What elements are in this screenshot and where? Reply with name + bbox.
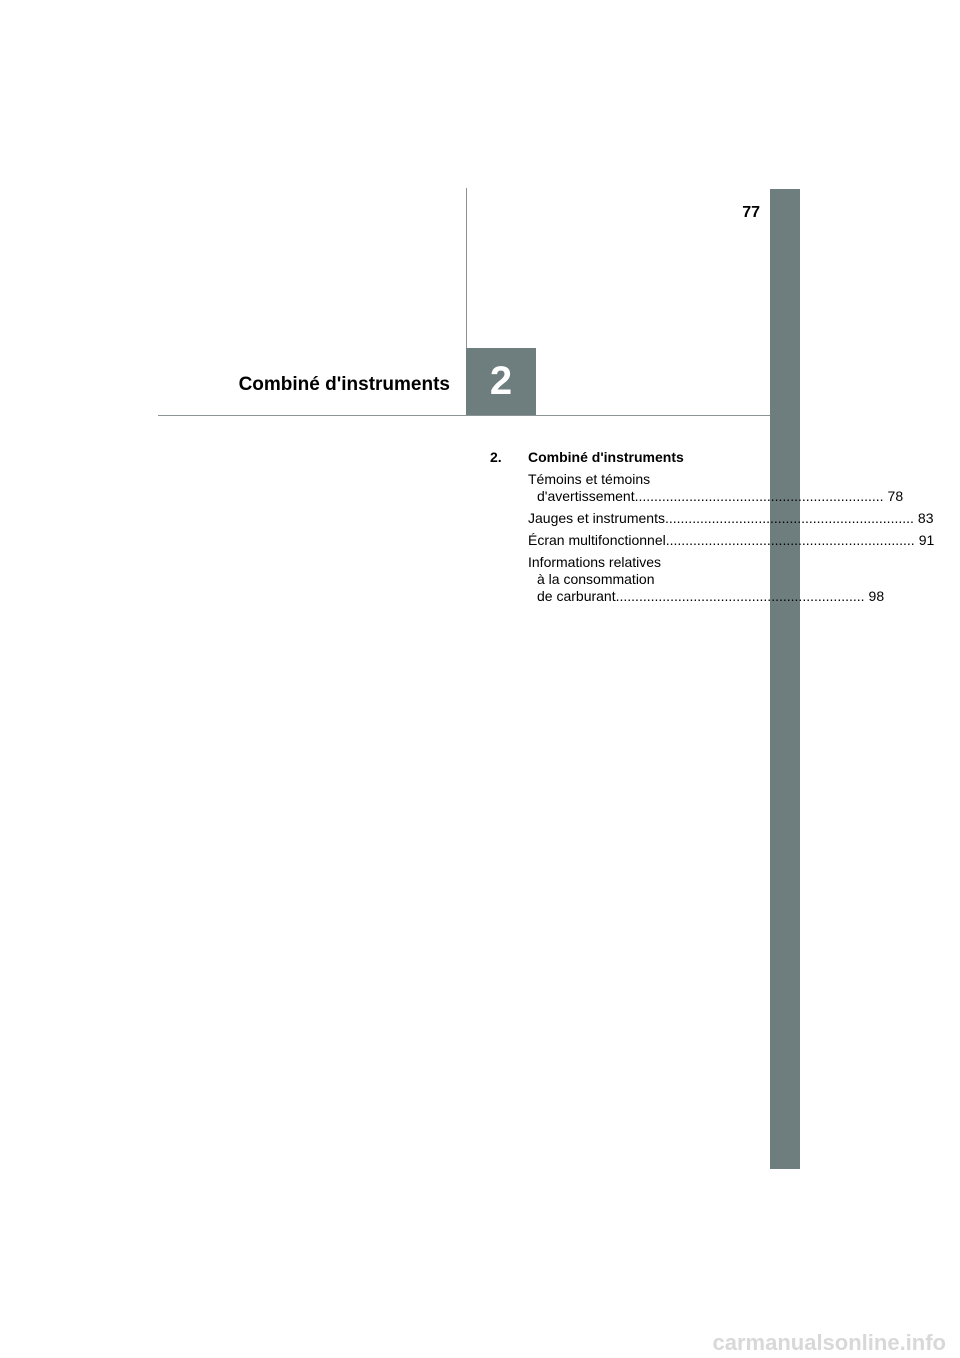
toc-entry-line: Jauges et instruments [528,510,665,526]
toc-entry-line: Écran multifonctionnel [528,532,666,548]
toc-entry-page: 91 [918,532,935,548]
toc-entry-last-line [528,488,904,505]
page-number: 77 [742,204,760,221]
toc-entry-last-line [528,510,934,527]
toc-entry-line: d'avertissement [537,488,635,504]
toc-entry[interactable] [528,554,885,605]
vertical-divider [466,188,467,348]
watermark: carmanualsonline.info [712,1330,946,1355]
toc-leader-dots: ................................................................ [664,510,914,526]
table-of-contents [490,449,935,605]
toc-entry-page: 78 [887,488,904,504]
toc-entry-line: de carburant [537,588,616,604]
toc-entry[interactable] [528,471,904,505]
toc-section-number: 2. [490,449,502,465]
toc-entry-last-line [528,588,885,605]
toc-entry[interactable] [528,510,934,527]
chapter-number-box [466,348,536,415]
toc-entry-line: Informations relatives [528,554,662,570]
chapter-side-tab [770,189,800,1169]
toc-entry-line: Témoins et témoins [528,471,651,487]
toc-entry-page: 98 [868,588,885,604]
toc-leader-dots: ................................................................ [665,532,915,548]
toc-entry[interactable] [528,532,935,549]
toc-section-heading [490,449,745,466]
toc-entries [528,471,935,605]
header-divider [158,415,770,416]
toc-entry-last-line [528,532,935,549]
chapter-number: 2 [489,359,513,403]
toc-leader-dots: ................................................................ [634,488,884,504]
toc-section-title: Combiné d'instruments [528,449,684,465]
toc-entry-line: à la consommation [537,571,655,587]
toc-entry-page: 83 [917,510,934,526]
toc-leader-dots: ................................................................ [615,588,865,604]
chapter-title: Combiné d'instruments [238,374,450,395]
